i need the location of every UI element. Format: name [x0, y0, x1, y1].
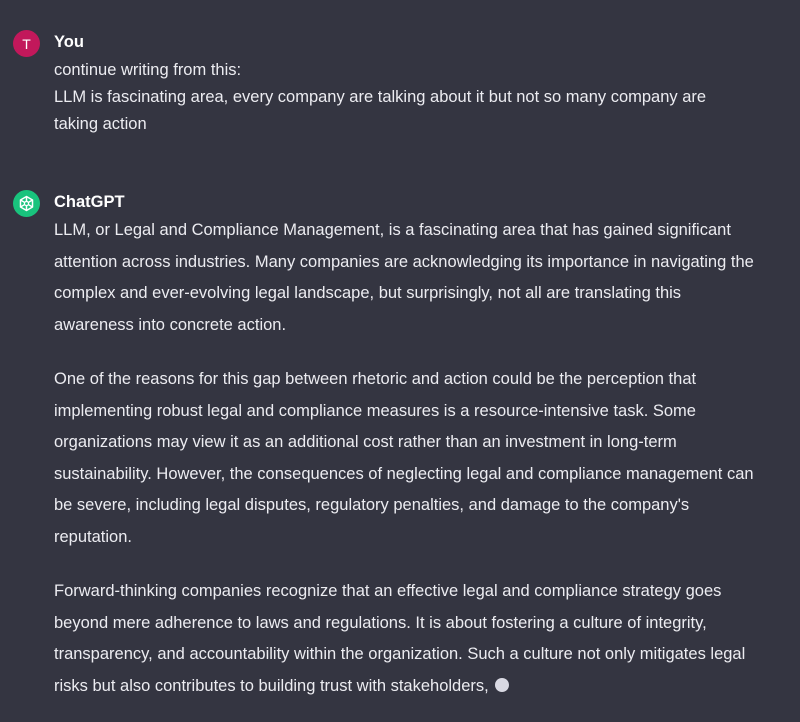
streaming-cursor-icon: [495, 678, 509, 692]
response-paragraph-3-text: Forward-thinking companies recognize that an effective legal and compliance strategy goes beyond mere adherence to laws and regulations. It is about fostering a culture of integrity, transparency, and accountability within the organization. Such a culture not only mitigates legal risks but also contributes to building trust with stakeholders,: [54, 582, 746, 695]
user-message-line: LLM is fascinating area, every company are talking about it but not so many company are taking action: [54, 88, 707, 133]
user-avatar: [13, 30, 40, 57]
assistant-avatar: [13, 190, 40, 217]
user-avatar-initial: T: [22, 35, 31, 52]
user-author-name: You: [54, 33, 84, 51]
user-message-text: [54, 57, 754, 138]
response-paragraph-3: [54, 576, 754, 702]
assistant-message-body: [54, 215, 754, 702]
assistant-author-name: ChatGPT: [54, 193, 125, 211]
openai-logo-icon: [17, 194, 36, 213]
user-message-line: continue writing from this:: [54, 61, 242, 79]
response-paragraph-2: One of the reasons for this gap between rhetoric and action could be the perception that implementing robust legal and compliance measures is a resource-intensive task. Some organizations may view it as an additional cost rather than an investment in long-term sustainability. However, the consequences of neglecting legal and compliance management can be severe, including legal disputes, regulatory penalties, and damage to the company's reputation.: [54, 370, 754, 546]
response-paragraph-1: LLM, or Legal and Compliance Management, is a fascinating area that has gained significant attention across industries. Many companies are acknowledging its importance in navigating the complex and ever-evolving legal landscape, but surprisingly, not all are translating this awareness into concrete action.: [54, 221, 754, 334]
